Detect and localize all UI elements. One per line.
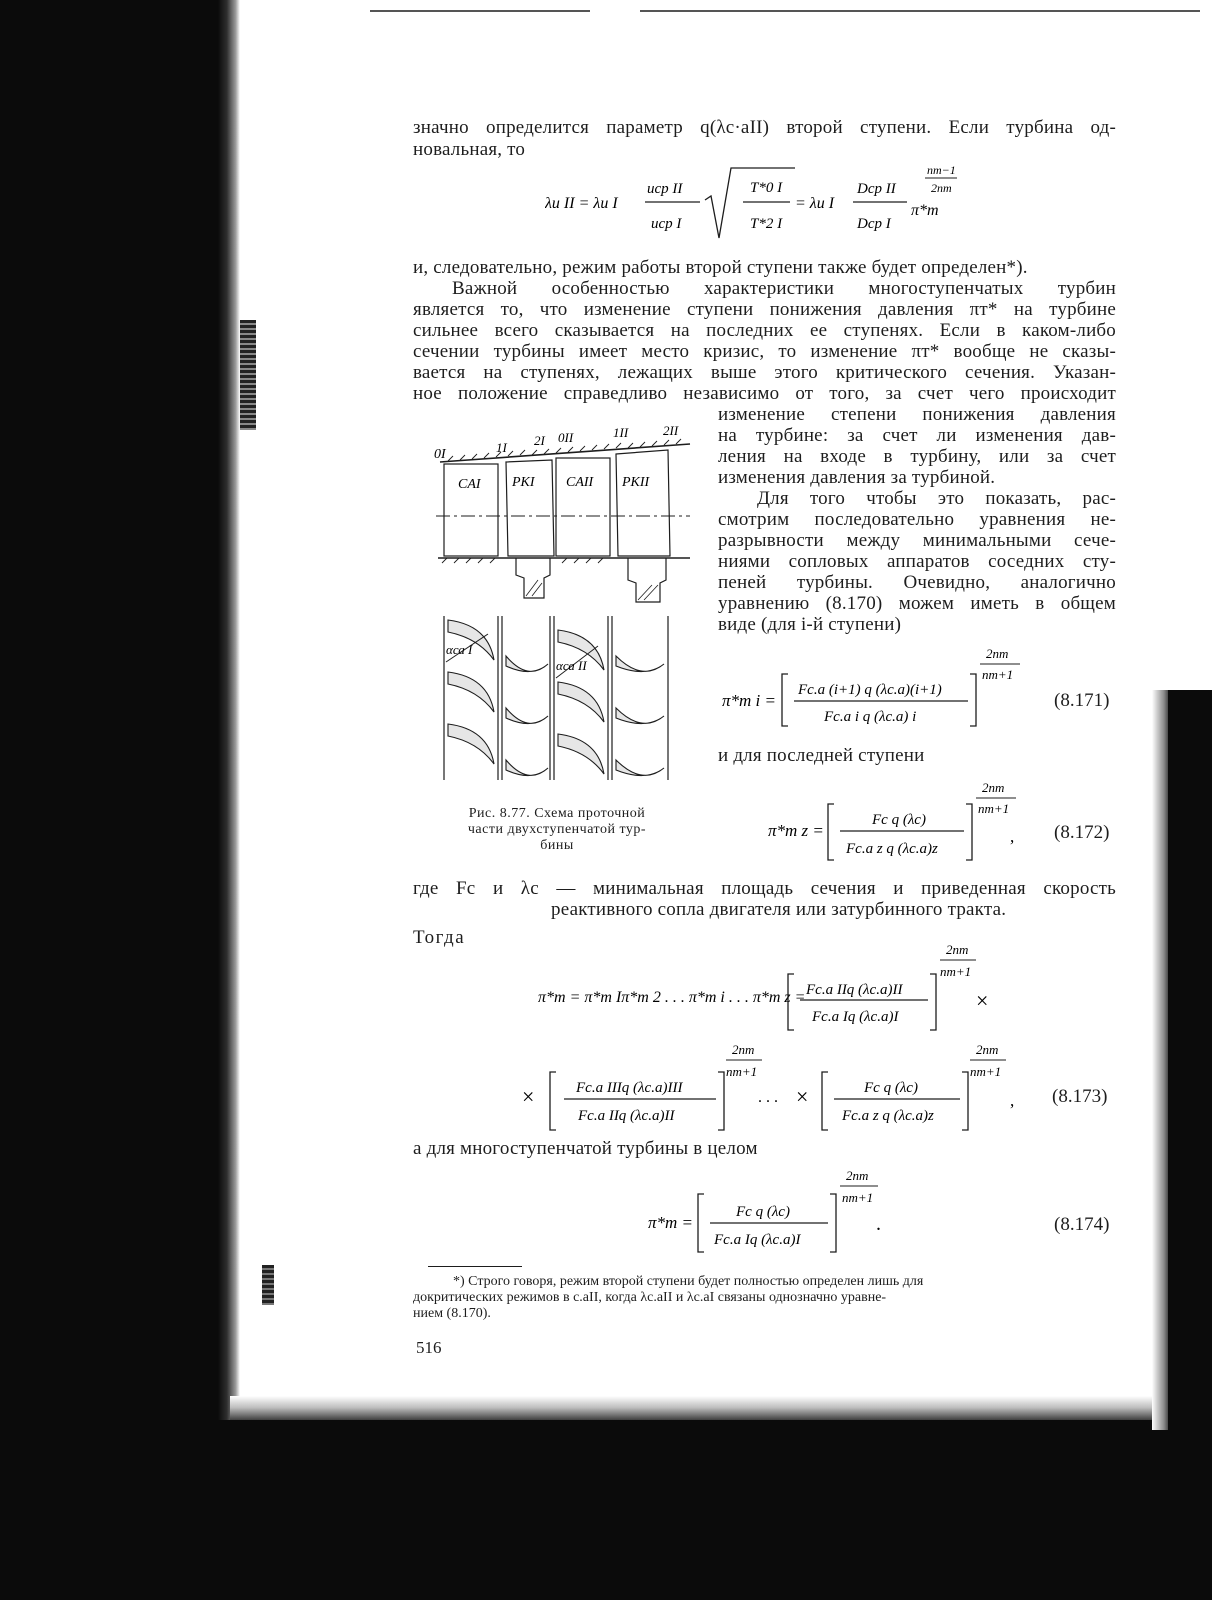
blade-row-label: CAII	[566, 475, 594, 490]
page-number: 516	[416, 1338, 442, 1357]
caption-line: части двухступенчатой тур-	[467, 822, 647, 837]
eq173-exp-den: nт+1	[726, 1064, 758, 1079]
eq172-trail: ,	[1010, 827, 1015, 846]
eq173-f3-den: Fс.а z q (λс.а)z	[842, 1108, 934, 1124]
station-label: 2II	[663, 423, 679, 438]
paragraph-line: а для многоступенчатой турбины в целом	[413, 1138, 758, 1159]
equation-8-174	[646, 1166, 896, 1258]
eq173-lhs: π*т = π*т Iπ*т 2 . . . π*т i . . . π*т z =	[538, 989, 806, 1006]
caption-line: Рис. 8.77. Схема проточной	[468, 806, 646, 821]
eq1-d-den: Dср I	[857, 216, 891, 232]
eq171-num: Fс.а (i+1) q (λс.а)(i+1)	[798, 682, 942, 698]
eq1-exp-num: nт−1	[927, 163, 956, 177]
paragraph-line: реактивного сопла двигателя или затурбинного тракта.	[551, 899, 1007, 920]
eq1-mid: = λu I	[795, 195, 835, 212]
blade-row-label: PKII	[622, 475, 650, 490]
eq174-num: Fс q (λс)	[736, 1204, 790, 1220]
eq173-exp-num: 2nт	[976, 1042, 999, 1057]
angle-label: αса I	[446, 642, 473, 657]
equation-number: (8.173)	[1052, 1086, 1108, 1107]
caption-line: бины	[540, 838, 574, 853]
binding-clip-mark	[240, 320, 256, 430]
paragraph-line: и, следовательно, режим работы второй ступени также будет определен*).	[413, 257, 1028, 278]
equation-8-173-line1	[536, 938, 1006, 1038]
scan-top-rule	[370, 10, 590, 12]
angle-label: αса II	[556, 658, 587, 673]
footnote-line: нием (8.170).	[413, 1306, 491, 1321]
eq1-u-den: uср I	[651, 216, 682, 232]
paragraph-line: разрывности между минимальными сече-	[718, 530, 1116, 551]
eq1-lhs: λu II = λu I	[545, 195, 618, 212]
paragraph-line: Для того чтобы это показать, рас-	[757, 488, 1116, 509]
paragraph-line: на турбине: за счет ли изменения дав-	[718, 425, 1116, 446]
blade-row-label: CAI	[458, 477, 481, 492]
paragraph-line: виде (для i-й ступени)	[718, 614, 902, 635]
eq172-num: Fс q (λс)	[872, 812, 926, 828]
eq173-f1-num: Fс.а IIq (λс.а)II	[806, 982, 903, 998]
equation-8-171	[720, 644, 1030, 736]
station-label: 1I	[496, 440, 507, 455]
eq1-pi: π*т	[911, 202, 939, 219]
binding-clip-mark-lower	[262, 1265, 274, 1305]
eq173-exp-num: 2nт	[946, 942, 969, 957]
eq173-times: ×	[796, 1084, 809, 1109]
blade-row-label: PKI	[512, 475, 535, 490]
equation-number: (8.174)	[1054, 1214, 1110, 1235]
eq171-den: Fс.а i q (λс.а) i	[824, 709, 917, 725]
paragraph-line: значно определится параметр q(λc·aII) второй ступени. Если турбина од-	[413, 117, 1116, 138]
eq173-exp-den: nт+1	[970, 1064, 1002, 1079]
paragraph-line: новальная, то	[413, 139, 526, 160]
equation-number: (8.171)	[1054, 690, 1110, 711]
eq173-f3-num: Fс q (λс)	[864, 1080, 918, 1096]
eq173-exp-num: 2nт	[732, 1042, 755, 1057]
eq1-sqrt-den: T*2 I	[750, 216, 783, 232]
eq174-exp-den: nт+1	[842, 1190, 874, 1205]
turbine-flow-diagram	[428, 420, 698, 788]
paragraph-line: смотрим последовательно уравнения не-	[718, 509, 1116, 530]
eq171-exp-num: 2nт	[986, 646, 1009, 661]
paragraph-line: и для последней ступени	[718, 745, 925, 766]
footnote-line: докритических режимов в с.аII, когда λс.аII и λс.аI связаны однозначно уравне-	[413, 1290, 887, 1305]
scan-border-left	[0, 0, 230, 1600]
scan-border-bottom-edge	[230, 1396, 1212, 1422]
paragraph-line: сильнее всего сказывается на последних ее ступенях. Если в каком-либо	[413, 320, 1116, 341]
paragraph-line: ное положение справедливо независимо от того, за счет чего происходит	[413, 383, 1116, 404]
station-label: 2I	[534, 433, 545, 448]
eq171-lhs: π*т i =	[722, 691, 776, 710]
eq173-f2-den: Fс.а IIq (λс.а)II	[578, 1108, 675, 1124]
eq1-d-num: Dср II	[857, 181, 896, 197]
eq1-exp-den: 2nт	[931, 181, 952, 195]
scan-border-right	[1168, 690, 1212, 1600]
eq174-trail: .	[876, 1213, 881, 1235]
station-label: 0I	[434, 447, 446, 462]
eq173-f1-den: Fс.а Iq (λс.а)I	[812, 1009, 899, 1025]
eq171-exp-den: nт+1	[982, 667, 1014, 682]
paragraph-line: Тогда	[413, 927, 466, 948]
eq173-times: ×	[976, 988, 989, 1013]
paragraph-line: сечении турбины имеет место кризис, то изменение πт* вообще не сказы-	[413, 341, 1116, 362]
paragraph-line: уравнению (8.170) можем иметь в общем	[718, 593, 1116, 614]
station-label: 1II	[613, 425, 629, 440]
eq172-exp-num: 2nт	[982, 780, 1005, 795]
paragraph-line: вается на ступенях, лежащих выше этого критического сечения. Указан-	[413, 362, 1116, 383]
footnote-line: *) Строго говоря, режим второй ступени будет полностью определен лишь для	[453, 1274, 924, 1289]
eq174-lhs: π*т =	[648, 1213, 694, 1232]
eq173-exp-den: nт+1	[940, 964, 972, 979]
eq172-den: Fс.а z q (λс.а)z	[846, 841, 938, 857]
scan-border-bottom	[0, 1420, 1212, 1600]
eq174-exp-num: 2nт	[846, 1168, 869, 1183]
eq174-den: Fс.а Iq (λс.а)I	[714, 1232, 801, 1248]
paragraph-line: ления на входе в турбину, или за счет	[718, 446, 1116, 467]
station-label: 0II	[558, 430, 574, 445]
footnote-rule	[428, 1266, 522, 1267]
figure-caption	[418, 806, 696, 854]
equation-number: (8.172)	[1054, 822, 1110, 843]
scan-top-rule	[640, 10, 1200, 12]
eq172-exp-den: nт+1	[978, 801, 1010, 816]
eq1-u-num: uср II	[647, 181, 683, 197]
equation-8-173-line2	[520, 1040, 1020, 1136]
equation-8-172	[766, 778, 1036, 868]
paragraph-line: изменение степени понижения давления	[718, 404, 1116, 425]
eq173-dots: . . .	[758, 1089, 778, 1106]
paragraph-line: пеней турбины. Очевидно, аналогично	[718, 572, 1116, 593]
eq173-times: ×	[522, 1084, 535, 1109]
paragraph-line: изменения давления за турбиной.	[718, 467, 996, 488]
scan-border-left-edge	[218, 0, 240, 1600]
eq172-lhs: π*т z =	[768, 821, 824, 840]
paragraph-line: ниями сопловых аппаратов соседних сту-	[718, 551, 1116, 572]
eq173-trail: ,	[1010, 1091, 1015, 1110]
eq1-sqrt-num: T*0 I	[750, 180, 783, 196]
paragraph-line: является то, что изменение ступени понижения давления πт* на турбине	[413, 299, 1116, 320]
paragraph-line: где Fс и λс — минимальная площадь сечения и приведенная скорость	[413, 878, 1116, 899]
equation-lambda-u	[545, 160, 985, 245]
paragraph-line: Важной особенностью характеристики многоступенчатых турбин	[452, 278, 1116, 299]
eq173-f2-num: Fс.а IIIq (λс.а)III	[576, 1080, 683, 1096]
